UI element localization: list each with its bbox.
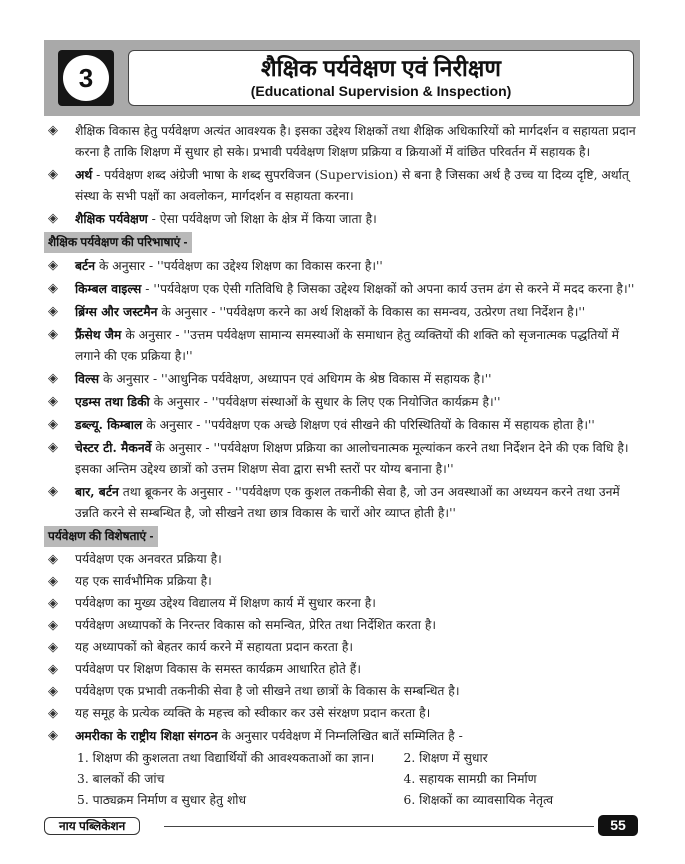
- list-item: [44, 637, 640, 658]
- nea-list-item: 2. शिक्षण में सुधार: [403, 751, 488, 765]
- diamond-bullet-icon: ◈: [48, 304, 58, 319]
- item-term: डब्ल्यू. किम्बाल: [75, 417, 143, 432]
- list-item: [44, 593, 640, 614]
- list-item: [44, 571, 640, 592]
- list-item: [44, 255, 640, 277]
- item-term: चेस्टर टी. मैकनर्वे: [75, 440, 152, 455]
- item-text: के अनुसार - ''पर्यवेक्षण शिक्षण प्रक्रिया का आलोचनात्मक मूल्यांकन करने तथा निर्देशन देने की एक विधि है। इसका अन्तिम उद्देश्य छात्रों को उत्तम शिक्षण सेवा द्वारा सभी स्तरों पर योग्य बनाना है।'': [75, 441, 629, 476]
- list-item: [44, 659, 640, 680]
- diamond-bullet-icon: ◈: [48, 552, 58, 567]
- item-text: के अनुसार - ''उत्तम पर्यवेक्षण सामान्य समस्याओं के समाधान हेतु व्यक्तियों की शक्ति को सृजनात्मक पद्धतियों में लगाने की एक प्रक्रिया है।'': [75, 328, 619, 363]
- diamond-bullet-icon: ◈: [48, 371, 58, 386]
- item-text: यह अध्यापकों को बेहतर कार्य करने में सहायता प्रदान करता है।: [75, 640, 354, 654]
- diamond-bullet-icon: ◈: [48, 728, 58, 743]
- diamond-bullet-icon: ◈: [48, 258, 58, 273]
- item-term: ब्रिंग्स और जस्टमैन: [75, 304, 158, 319]
- item-term: बार, बर्टन: [75, 484, 119, 499]
- list-item: [44, 368, 640, 390]
- list-item: [44, 481, 640, 524]
- list-item: [44, 681, 640, 702]
- item-text: यह समूह के प्रत्येक व्यक्ति के महत्त्व को स्वीकार कर उसे संरक्षण प्रदान करता है।: [75, 706, 431, 720]
- nea-item: [44, 725, 640, 747]
- list-item: [44, 120, 640, 163]
- chapter-title: शैक्षिक पर्यवेक्षण एवं निरीक्षण: [261, 55, 501, 81]
- list-item: [44, 278, 640, 300]
- item-text: पर्यवेक्षण एक प्रभावी तकनीकी सेवा है जो सीखने तथा छात्रों के विकास के सम्बन्धित है।: [75, 684, 460, 698]
- definitions-list: [44, 255, 640, 524]
- definitions-heading: शैक्षिक पर्यवेक्षण की परिभाषाएं -: [44, 232, 192, 253]
- chapter-number-badge: [58, 50, 114, 106]
- item-text: यह एक सार्वभौमिक प्रक्रिया है।: [75, 574, 212, 588]
- diamond-bullet-icon: ◈: [48, 640, 58, 655]
- footer-divider: [164, 826, 594, 827]
- item-term: एडम्स तथा डिकी: [75, 394, 150, 409]
- item-text: - पर्यवेक्षण शब्द अंग्रेजी भाषा के शब्द सुपरविजन (Supervision) से बना है जिसका अर्थ है उच्च या दिव्य दृष्टि, अर्थात् संस्था के सभी पक्षों का अवलोकन, मार्गदर्शन व सहायता करना।: [75, 168, 629, 203]
- item-text: पर्यवेक्षण पर शिक्षण विकास के समस्त कार्यक्रम आधारित होते हैं।: [75, 662, 361, 676]
- nea-list-item: 6. शिक्षकों का व्यावसायिक नेतृत्व: [403, 793, 554, 807]
- nea-term: अमरीका के राष्ट्रीय शिक्षा संगठन: [75, 728, 218, 743]
- page-number: 55: [598, 815, 638, 836]
- nea-text: के अनुसार पर्यवेक्षण में निम्नलिखित बातें सम्मिलित है -: [217, 729, 463, 743]
- features-heading: पर्यवेक्षण की विशेषताएं -: [44, 526, 158, 547]
- diamond-bullet-icon: ◈: [48, 684, 58, 699]
- list-item: [44, 208, 640, 230]
- diamond-bullet-icon: ◈: [48, 211, 58, 226]
- diamond-bullet-icon: ◈: [48, 596, 58, 611]
- diamond-bullet-icon: ◈: [48, 327, 58, 342]
- list-item: [44, 703, 640, 724]
- page-content: [44, 120, 640, 811]
- chapter-number: 3: [63, 55, 109, 101]
- chapter-header: [44, 40, 640, 116]
- diamond-bullet-icon: ◈: [48, 123, 58, 138]
- diamond-bullet-icon: ◈: [48, 618, 58, 633]
- list-item: [44, 164, 640, 207]
- item-term: बर्टन: [75, 258, 96, 273]
- diamond-bullet-icon: ◈: [48, 574, 58, 589]
- item-term: अर्थ: [75, 167, 93, 182]
- publisher-name: नाय पब्लिकेशन: [44, 817, 140, 835]
- item-text: के अनुसार - ''पर्यवेक्षण एक अच्छे शिक्षण एवं सीखने की परिस्थितियों के विकास में सहायक होता है।'': [142, 418, 595, 432]
- item-term: फ्रैंसेथ जैम: [75, 327, 122, 342]
- chapter-subtitle: (Educational Supervision & Inspection): [250, 83, 512, 99]
- list-item: [44, 324, 640, 367]
- list-item: [44, 301, 640, 323]
- diamond-bullet-icon: ◈: [48, 281, 58, 296]
- intro-list: [44, 120, 640, 230]
- item-term: किम्बल वाइल्स: [75, 281, 142, 296]
- nea-list-item: 3. बालकों की जांच: [77, 772, 165, 786]
- item-text: के अनुसार - ''पर्यवेक्षण करने का अर्थ शिक्षकों के विकास का समन्वय, उत्प्रेरण तथा निर्देशन है।'': [157, 305, 586, 319]
- diamond-bullet-icon: ◈: [48, 167, 58, 182]
- item-term: शैक्षिक पर्यवेक्षण: [75, 211, 148, 226]
- page-footer: [44, 817, 640, 839]
- item-text: पर्यवेक्षण एक अनवरत प्रक्रिया है।: [75, 552, 222, 566]
- diamond-bullet-icon: ◈: [48, 417, 58, 432]
- list-item: [44, 549, 640, 570]
- diamond-bullet-icon: ◈: [48, 440, 58, 455]
- item-text: पर्यवेक्षण का मुख्य उद्देश्य विद्यालय में शिक्षण कार्य में सुधार करना है।: [75, 596, 376, 610]
- diamond-bullet-icon: ◈: [48, 706, 58, 721]
- item-text: के अनुसार - ''पर्यवेक्षण का उद्देश्य शिक्षण का विकास करना है।'': [95, 259, 383, 273]
- item-text: के अनुसार - ''पर्यवेक्षण संस्थाओं के सुधार के लिए एक नियोजित कार्यक्रम है।'': [149, 395, 501, 409]
- list-item: [44, 615, 640, 636]
- item-text: - ''पर्यवेक्षण एक ऐसी गतिविधि है जिसका उद्देश्य शिक्षकों को अपना कार्य उत्तम ढंग से करने में मदद करना है।'': [141, 282, 635, 296]
- diamond-bullet-icon: ◈: [48, 484, 58, 499]
- list-item: [44, 437, 640, 480]
- nea-sublist: [44, 748, 640, 811]
- item-term: विल्स: [75, 371, 100, 386]
- nea-list-item: 5. पाठ्यक्रम निर्माण व सुधार हेतु शोध: [77, 793, 247, 807]
- nea-list-item: 1. शिक्षण की कुशलता तथा विद्यार्थियों की आवश्यकताओं का ज्ञान।: [77, 751, 375, 765]
- diamond-bullet-icon: ◈: [48, 394, 58, 409]
- features-list: [44, 549, 640, 724]
- item-text: - ऐसा पर्यवेक्षण जो शिक्षा के क्षेत्र में किया जाता है।: [147, 212, 377, 226]
- chapter-title-box: [128, 50, 634, 106]
- nea-list-item: 4. सहायक सामग्री का निर्माण: [403, 772, 537, 786]
- list-item: [44, 414, 640, 436]
- item-text: तथा ब्रूकनर के अनुसार - ''पर्यवेक्षण एक कुशल तकनीकी सेवा है, जो उन अवस्थाओं का अध्ययन करने तथा उनमें उन्नति करने से सम्बन्धित है, जो सीखने तथा छात्र विकास के चारों ओर व्याप्त होती है।'': [75, 485, 620, 520]
- list-item: [44, 391, 640, 413]
- item-text: शैक्षिक विकास हेतु पर्यवेक्षण अत्यंत आवश्यक है। इसका उद्देश्य शिक्षकों तथा शैक्षिक अधिकारियों को मार्गदर्शन व सहायता प्रदान करना है ताकि शिक्षण में सुधार हो सके। प्रभावी पर्यवेक्षण शिक्षण प्रक्रिया व क्रियाओं में वांछित परिवर्तन में सहायक है।: [75, 124, 636, 159]
- diamond-bullet-icon: ◈: [48, 662, 58, 677]
- item-text: के अनुसार - ''आधुनिक पर्यवेक्षण, अध्यापन एवं अधिगम के श्रेष्ठ विकास में सहायक है।'': [99, 372, 492, 386]
- item-text: पर्यवेक्षण अध्यापकों के निरन्तर विकास को समन्वित, प्रेरित तथा निर्देशित करता है।: [75, 618, 437, 632]
